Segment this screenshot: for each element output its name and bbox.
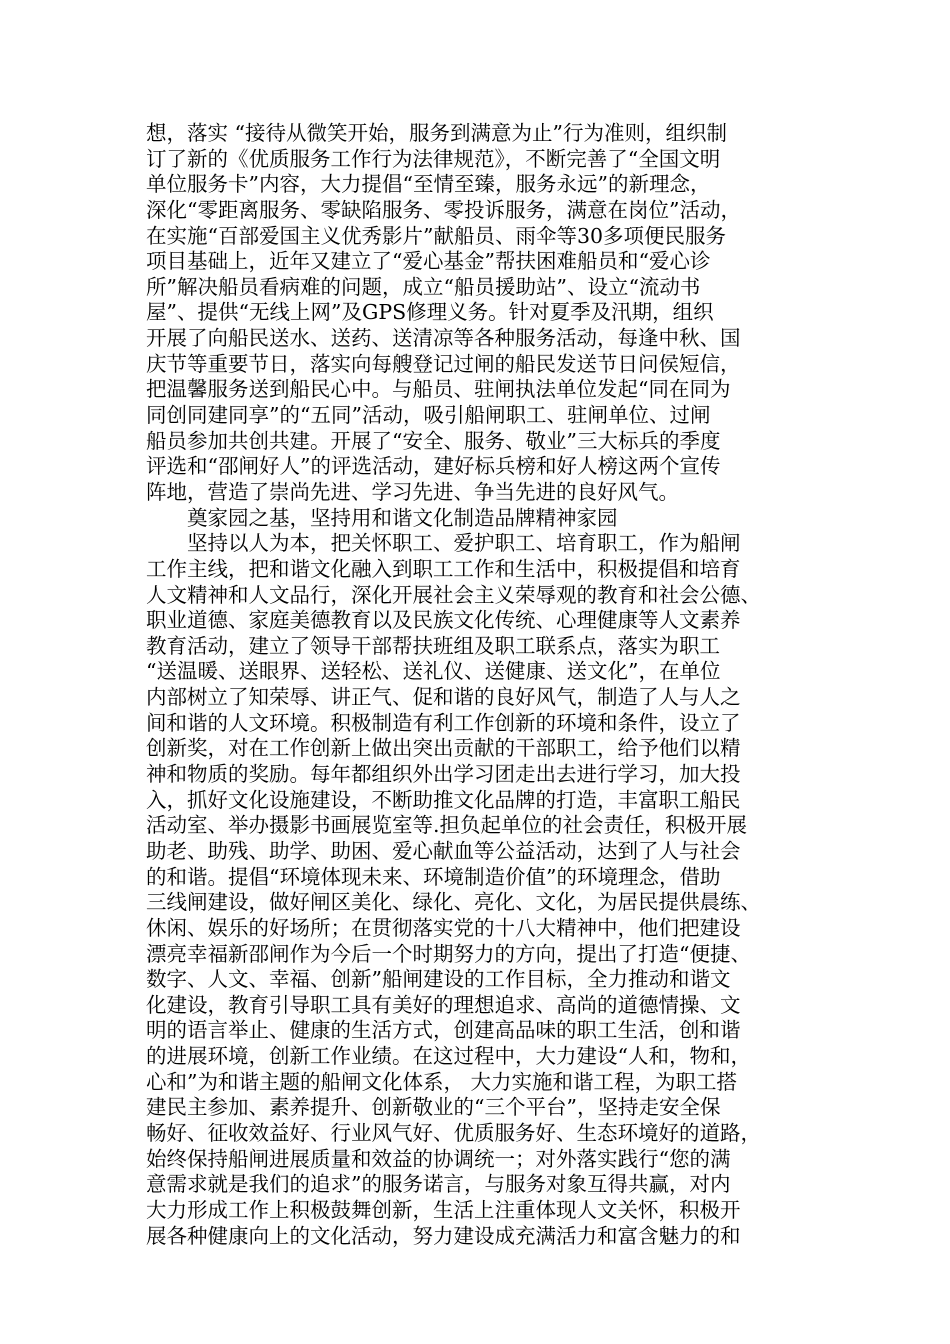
text-line: 入，抓好文化设施建设，不断助推文化品牌的打造，丰富职工船民 <box>146 787 741 812</box>
text-line: 屋”、提供“无线上网”及GPS修理义务。针对夏季及汛期，组织 <box>146 300 714 325</box>
text-line: 活动室、举办摄影书画展览室等.担负起单位的社会责任，积极开展 <box>146 813 748 838</box>
text-line: 神和物质的奖励。每年都组织外出学习团走出去进行学习，加大投 <box>146 762 741 787</box>
text-line: 坚持以人为本，把关怀职工、爱护职工、培育职工，作为船闸 <box>187 531 741 556</box>
text-line: 想，落实 “接待从微笑开始，服务到满意为止”行为准则，组织制 <box>146 121 727 145</box>
text-line: 展各种健康向上的文化活动，努力建设成充满活力和富含魅力的和 <box>146 1223 741 1248</box>
text-line: 评选和“邵闸好人”的评选活动，建好标兵榜和好人榜这两个宣传 <box>146 454 721 479</box>
text-line: 建民主参加、素养提升、创新敬业的“三个平台”，坚持走安全保 <box>146 1095 721 1120</box>
text-line: 开展了向船民送水、送药、送清凉等各种服务活动，每逢中秋、国 <box>146 326 741 351</box>
text-line: 教育活动，建立了领导干部帮扶班组及职工联系点，落实为职工 <box>146 633 720 658</box>
text-line: 数字、人文、幸福、创新”船闸建设的工作目标，全力推动和谐文 <box>146 967 731 992</box>
text-line: “送温暖、送眼界、送轻松、送礼仪、送健康、送文化”，在单位 <box>146 659 721 684</box>
text-line: 意需求就是我们的追求”的服务诺言，与服务对象互得共赢，对内 <box>146 1172 731 1197</box>
text-line: 所”解决船员看病难的问题，成立“船员援助站”、设立“流动书 <box>146 274 701 299</box>
text-line: 始终保持船闸进展质量和效益的协调统一；对外落实践行“您的满 <box>146 1146 731 1171</box>
paragraph-culture <box>146 531 806 1249</box>
text-line: 心和”为和谐主题的船闸文化体系， 大力实施和谐工程，为职工搭 <box>146 1069 737 1094</box>
text-line: 把温馨服务送到船民心中。与船员、驻闸执法单位发起“同在同为 <box>146 377 731 402</box>
text-line: 职业道德、家庭美德教育以及民族文化传统、心理健康等人文素养 <box>146 608 741 633</box>
text-line: 单位服务卡”内容，大力提倡“至情至臻，服务永远”的新理念， <box>146 172 711 197</box>
text-line: 订了新的《优质服务工作行为法律规范》，不断完善了“全国文明 <box>146 146 721 171</box>
text-line: 庆节等重要节日，落实向每艘登记过闸的船民发送节日问侯短信， <box>146 351 741 376</box>
text-line: 间和谐的人文环境。积极制造有利工作创新的环境和条件，设立了 <box>146 710 741 735</box>
text-line: 同创同建同享”的“五同”活动，吸引船闸职工、驻闸单位、过闸 <box>146 403 711 428</box>
text-line: 的进展环境，创新工作业绩。在这过程中，大力建设“人和，物和， <box>146 1044 751 1069</box>
text-line: 休闲、娱乐的好场所；在贯彻落实党的十八大精神中，他们把建设 <box>146 915 741 940</box>
section-heading: 奠家园之基，坚持用和谐文化制造品牌精神家园 <box>187 505 618 530</box>
text-line: 漂亮幸福新邵闸作为今后一个时期努力的方向，提出了打造“便捷、 <box>146 941 751 966</box>
paragraph-service <box>146 121 806 506</box>
text-line: 的和谐。提倡“环境体现未来、环境制造价值”的环境理念，借助 <box>146 864 721 889</box>
text-line: 畅好、征收效益好、行业风气好、优质服务好、生态环境好的道路， <box>146 1120 761 1145</box>
text-line: 人文精神和人文品行，深化开展社会主义荣辱观的教育和社会公德、 <box>146 582 761 607</box>
text-line: 内部树立了知荣辱、讲正气、促和谐的良好风气，制造了人与人之 <box>146 685 741 710</box>
text-line: 助老、助残、助学、助困、爱心献血等公益活动，达到了人与社会 <box>146 838 741 863</box>
text-line: 阵地，营造了崇尚先进、学习先进、争当先进的良好风气。 <box>146 479 679 504</box>
text-line: 船员参加共创共建。开展了“安全、服务、敬业”三大标兵的季度 <box>146 428 721 453</box>
text-line: 深化“零距离服务、零缺陷服务、零投诉服务，满意在岗位”活动， <box>146 197 741 222</box>
document-body <box>146 121 806 1249</box>
text-line: 创新奖，对在工作创新上做出突出贡献的干部职工，给予他们以精 <box>146 736 741 761</box>
text-line: 化建设，教育引导职工具有美好的理想追求、高尚的道德情操、文 <box>146 992 741 1017</box>
text-line: 三线闸建设，做好闸区美化、绿化、亮化、文化，为居民提供晨练、 <box>146 890 761 915</box>
text-line: 大力形成工作上积极鼓舞创新，生活上注重体现人文关怀，积极开 <box>146 1197 741 1222</box>
text-line: 明的语言举止、健康的生活方式，创建高品味的职工生活，创和谐 <box>146 1018 741 1043</box>
text-line: 项目基础上，近年又建立了“爱心基金”帮扶困难船员和“爱心诊 <box>146 249 711 274</box>
text-line: 在实施“百部爱国主义优秀影片”献船员、雨伞等30多项便民服务 <box>146 223 727 248</box>
text-line: 工作主线，把和谐文化融入到职工工作和生活中，积极提倡和培育 <box>146 556 741 581</box>
